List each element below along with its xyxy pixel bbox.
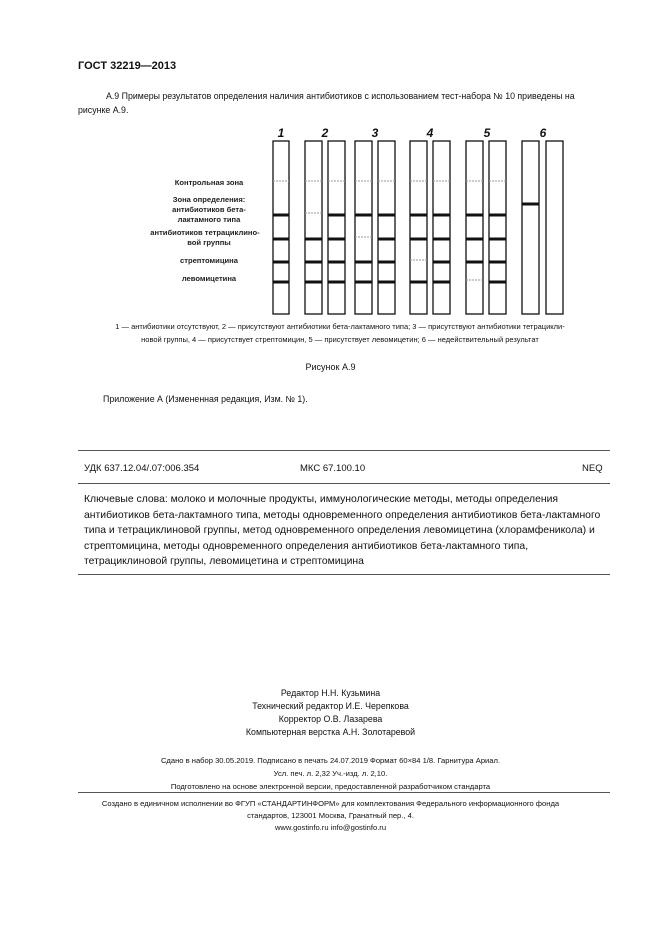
publisher-line-1: Создано в единичном исполнении во ФГУП «СТАНДАРТИНФОРМ» для комплектования Федерального информационного фонда xyxy=(101,799,560,808)
credits-block xyxy=(0,687,661,747)
figure-number-4: 4 xyxy=(426,126,434,140)
udk-code: УДК 637.12.04/.07:006.354 xyxy=(84,463,200,474)
imprint-line-1: Сдано в набор 30.05.2019. Подписано в печать 24.07.2019 Формат 60×84 1/8. Гарнитура Ариал. xyxy=(160,756,501,765)
label-zone-def-1: Зона определения: xyxy=(172,195,246,204)
label-tetra-2: вой группы xyxy=(187,238,231,247)
credit-corrector: Корректор О.В. Лазарева xyxy=(278,714,383,724)
figure-number-2: 2 xyxy=(321,126,329,140)
publisher-line-3: www.gostinfo.ru info@gostinfo.ru xyxy=(274,823,387,832)
test-strip-1 xyxy=(273,141,289,314)
figure-number-6: 6 xyxy=(539,126,547,140)
figure-caption-line-1: 1 — антибиотики отсутствуют, 2 — присутствуют антибиотики бета-лактамного типа; 3 — присутствуют антибиотики тетрацикли- xyxy=(115,322,565,331)
figure-number-1: 1 xyxy=(277,126,285,140)
neq-label: NEQ xyxy=(582,463,603,474)
test-strip-6a xyxy=(522,141,539,314)
test-strip-3a xyxy=(355,141,372,314)
label-zone-def-2: антибиотиков бета- xyxy=(172,205,246,214)
label-zone-def-3: лактамного типа xyxy=(177,215,241,224)
label-levomycetin: левомицетина xyxy=(181,274,237,283)
credit-editor: Редактор Н.Н. Кузьмина xyxy=(280,688,381,698)
test-strip-3b xyxy=(378,141,395,314)
publisher-line-2: стандартов, 123001 Москва, Гранатный пер., 4. xyxy=(247,811,414,820)
figure-caption-line-2: новой группы, 4 — присутствует стрептомицин, 5 — присутствует левомицетин; 6 — недействительный результат xyxy=(141,335,539,344)
intro-paragraph: А.9 Примеры результатов определения наличия антибиотиков с использованием тест-набора № 10 приведены на рисунке А.9. xyxy=(78,91,575,115)
imprint-block xyxy=(0,754,661,794)
mks-code: МКС 67.100.10 xyxy=(300,463,366,474)
credit-layout: Компьютерная верстка А.Н. Золотаревой xyxy=(245,727,416,737)
test-strip-2b xyxy=(328,141,345,314)
figure-caption xyxy=(80,320,600,346)
test-strip-5b xyxy=(489,141,506,314)
test-strip-4b xyxy=(433,141,450,314)
test-strip-6b xyxy=(546,141,563,314)
test-strip-4a xyxy=(410,141,427,314)
divider-bottom xyxy=(78,574,610,575)
figure-number-5: 5 xyxy=(483,126,491,140)
divider-mid xyxy=(78,483,610,484)
test-strips-figure xyxy=(0,0,661,330)
test-strip-5a xyxy=(466,141,483,314)
divider-footer xyxy=(78,792,610,793)
appendix-note: Приложение А (Измененная редакция, Изм. № 1). xyxy=(103,394,308,404)
imprint-line-2: Усл. печ. л. 2,32 Уч.-изд. л. 2,10. xyxy=(273,769,388,778)
document-header: ГОСТ 32219—2013 xyxy=(78,60,177,72)
label-streptomycin: стрептомицина xyxy=(180,256,238,265)
figure-number-3: 3 xyxy=(371,126,379,140)
keywords-paragraph: Ключевые слова: молоко и молочные продукты, иммунологические методы, методы определения антибиотиков бета-лактамного типа, методы одновременного определения антибиотиков бета-лактамного типа и тетрациклиновой группы, метод одновременного определения левомицетина (хлорамфеникола) и стрептомицина, методы одновременного определения антибиотиков бета-лактамного типа, тетрациклиновой группы, левомицетина и стрептомицина xyxy=(84,494,601,567)
test-strip-2a xyxy=(305,141,322,314)
label-control-zone: Контрольная зона xyxy=(174,178,244,187)
figure-title: Рисунок А.9 xyxy=(305,362,356,372)
imprint-line-3: Подготовлено на основе электронной версии, предоставленной разработчиком стандарта xyxy=(170,782,491,791)
publisher-block xyxy=(0,797,661,837)
credit-tech-editor: Технический редактор И.Е. Черепкова xyxy=(252,701,409,711)
divider-top xyxy=(78,450,610,451)
label-tetra-1: антибиотиков тетрациклино- xyxy=(150,228,260,237)
